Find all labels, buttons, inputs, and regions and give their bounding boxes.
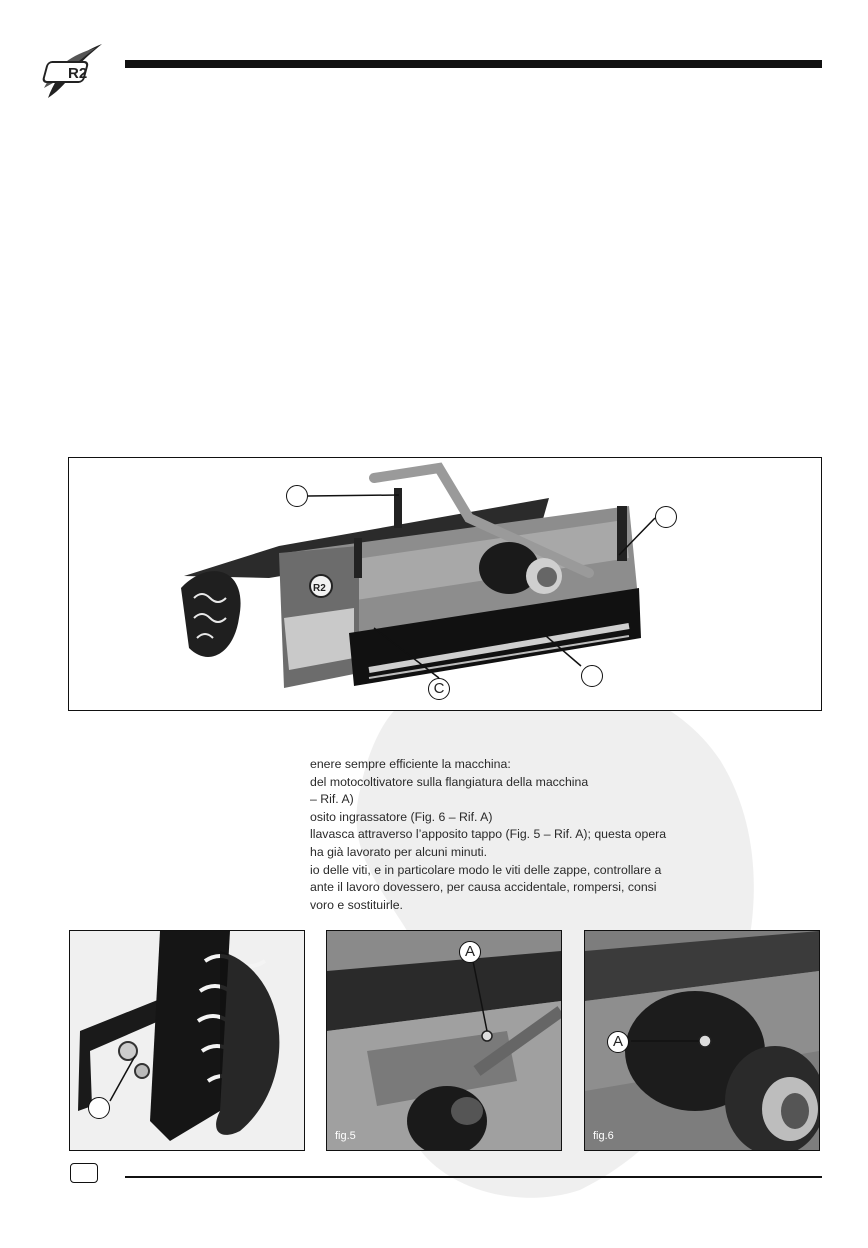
- brand-logo: [40, 40, 108, 104]
- callout-circle-a-fig6: A: [607, 1031, 629, 1053]
- machine-brand-badge: R2: [313, 583, 326, 594]
- fig5-photo: [326, 930, 562, 1151]
- callout-circle-4: [581, 665, 603, 687]
- text-line: – Rif. A): [310, 792, 354, 807]
- callout-circle-c: C: [428, 678, 450, 700]
- callout-circle-2: [655, 506, 677, 528]
- text-line: del motocoltivatore sulla flangiatura della macchina: [310, 774, 589, 789]
- fig6-photo: [584, 930, 820, 1151]
- footer-rule: [125, 1176, 822, 1178]
- text-line: osito ingrassatore (Fig. 6 – Rif. A): [310, 809, 493, 824]
- logo-text: R2: [68, 65, 88, 82]
- text-line: voro e sostituirle.: [310, 897, 403, 912]
- roller-detail-photo: [69, 930, 305, 1151]
- figure-caption-fig5: fig.5: [335, 1130, 356, 1142]
- page-number-box: [70, 1163, 98, 1183]
- main-figure: [68, 457, 822, 711]
- header-rule: [125, 60, 822, 68]
- figure-caption-fig6: fig.6: [593, 1130, 614, 1142]
- maintenance-instructions: [310, 756, 770, 914]
- callout-leader-lines: [69, 458, 821, 710]
- callout-circle-left: [88, 1097, 110, 1119]
- text-line: ha già lavorato per alcuni minuti.: [310, 844, 488, 859]
- text-line: io delle viti, e in particolare modo le viti delle zappe, controllare a: [310, 862, 662, 877]
- text-line: llavasca attraverso l’apposito tappo (Fig. 5 – Rif. A); questa opera: [310, 827, 667, 842]
- text-line: ante il lavoro dovessero, per causa accidentale, rompersi, consi: [310, 880, 657, 895]
- callout-circle-a-fig5: A: [459, 941, 481, 963]
- text-line: enere sempre efficiente la macchina:: [310, 757, 511, 771]
